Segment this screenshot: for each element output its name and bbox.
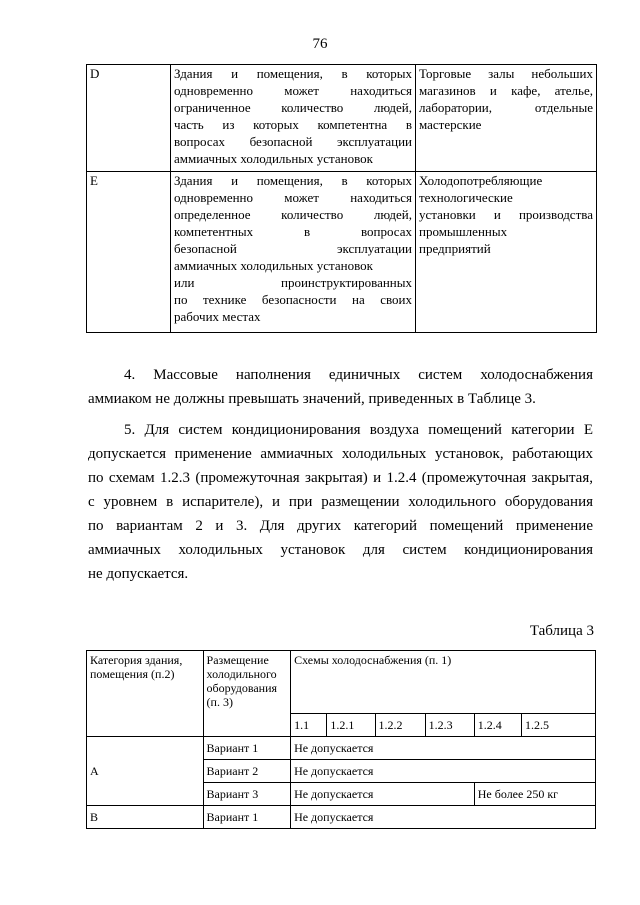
table-row [87, 172, 597, 333]
examples-cell [416, 172, 597, 333]
text-line: Здания и помещения, в которых [174, 173, 412, 188]
scheme-code: 1.2.4 [474, 714, 521, 737]
value-cell: Не допускается [291, 806, 596, 829]
text-line: по схемам 1.2.3 (промежуточная закрытая) и 1.2.4 (промежуточная закрытая, [88, 470, 593, 486]
paragraph-4 [88, 363, 593, 411]
text-line: установки и производства [419, 207, 593, 222]
category-cell: B [87, 806, 204, 829]
table-row [87, 737, 596, 760]
category-cell: E [87, 172, 171, 333]
text-line: Холодопотребляющие [419, 173, 543, 188]
examples-cell [416, 65, 597, 172]
description-cell [171, 65, 416, 172]
category-table [86, 64, 597, 333]
text-line: по вариантам 2 и 3. Для других категорий помещений применение [88, 518, 593, 534]
text-line: с уровнем в испарителе), и при размещении холодильного оборудования [88, 494, 593, 510]
category-cell: D [87, 65, 171, 172]
header-category: Категория здания, помещения (п.2) [87, 651, 204, 737]
description-cell [171, 172, 416, 333]
value-cell-right: Не более 250 кг [474, 783, 595, 806]
text-line: ограниченное количество людей, [174, 100, 412, 115]
text-line: лаборатории, отдельные [419, 100, 593, 115]
text-line: Торговые залы небольших [419, 66, 593, 81]
value-cell: Не допускается [291, 783, 475, 806]
table-header-row [87, 651, 596, 714]
header-placement: Размещение холодильного оборудования (п. 3) [203, 651, 291, 737]
text-line: вопросах безопасной эксплуатации [174, 134, 412, 149]
category-cell: А [87, 737, 204, 806]
text-line: не допускается. [88, 566, 189, 582]
scheme-code: 1.2.3 [425, 714, 474, 737]
text-line: по технике безопасности на своих [174, 292, 412, 307]
text-line: одновременно может находиться [174, 83, 412, 98]
variant-cell: Вариант 1 [203, 737, 291, 760]
table-3 [86, 650, 596, 829]
table-row [87, 806, 596, 829]
header-schemes: Схемы холодоснабжения (п. 1) [291, 651, 596, 714]
value-cell: Не допускается [291, 737, 596, 760]
table-row [87, 65, 597, 172]
text-line: рабочих местах [174, 309, 261, 324]
paragraph-5 [88, 418, 593, 586]
text-line: предприятий [419, 241, 491, 256]
scheme-code: 1.1 [291, 714, 327, 737]
text-line: 4. Массовые наполнения единичных систем холодоснабжения [124, 367, 593, 383]
variant-cell: Вариант 2 [203, 760, 291, 783]
text-line: или проинструктированных [174, 275, 412, 290]
text-line: технологические [419, 190, 513, 205]
text-line: аммиачных холодильных установок для систем кондиционирования [88, 542, 593, 558]
scheme-code: 1.2.5 [521, 714, 595, 737]
text-line: часть из которых компетентна в [174, 117, 412, 132]
text-line: 5. Для систем кондиционирования воздуха помещений категории Е [124, 422, 593, 438]
text-line: допускается применение аммиачных холодильных установок, работающих [88, 446, 593, 462]
text-line: Здания и помещения, в которых [174, 66, 412, 81]
variant-cell: Вариант 1 [203, 806, 291, 829]
text-line: аммиаком не должны превышать значений, приведенных в Таблице 3. [88, 391, 536, 407]
text-line: аммиачных холодильных установок [174, 151, 373, 166]
text-line: мастерские [419, 117, 482, 132]
variant-cell: Вариант 3 [203, 783, 291, 806]
page-number: 76 [312, 36, 328, 52]
value-cell: Не допускается [291, 760, 596, 783]
text-line: магазинов и кафе, ателье, [419, 83, 593, 98]
text-line: одновременно может находиться [174, 190, 412, 205]
text-line: промышленных [419, 224, 508, 239]
table-caption: Таблица 3 [529, 623, 594, 639]
scheme-code: 1.2.2 [375, 714, 425, 737]
text-line: определенное количество людей, [174, 207, 412, 222]
text-line: компетентных в вопросах [174, 224, 412, 239]
text-line: аммиачных холодильных установок [174, 258, 373, 273]
text-line: безопасной эксплуатации [174, 241, 412, 256]
scheme-code: 1.2.1 [327, 714, 375, 737]
